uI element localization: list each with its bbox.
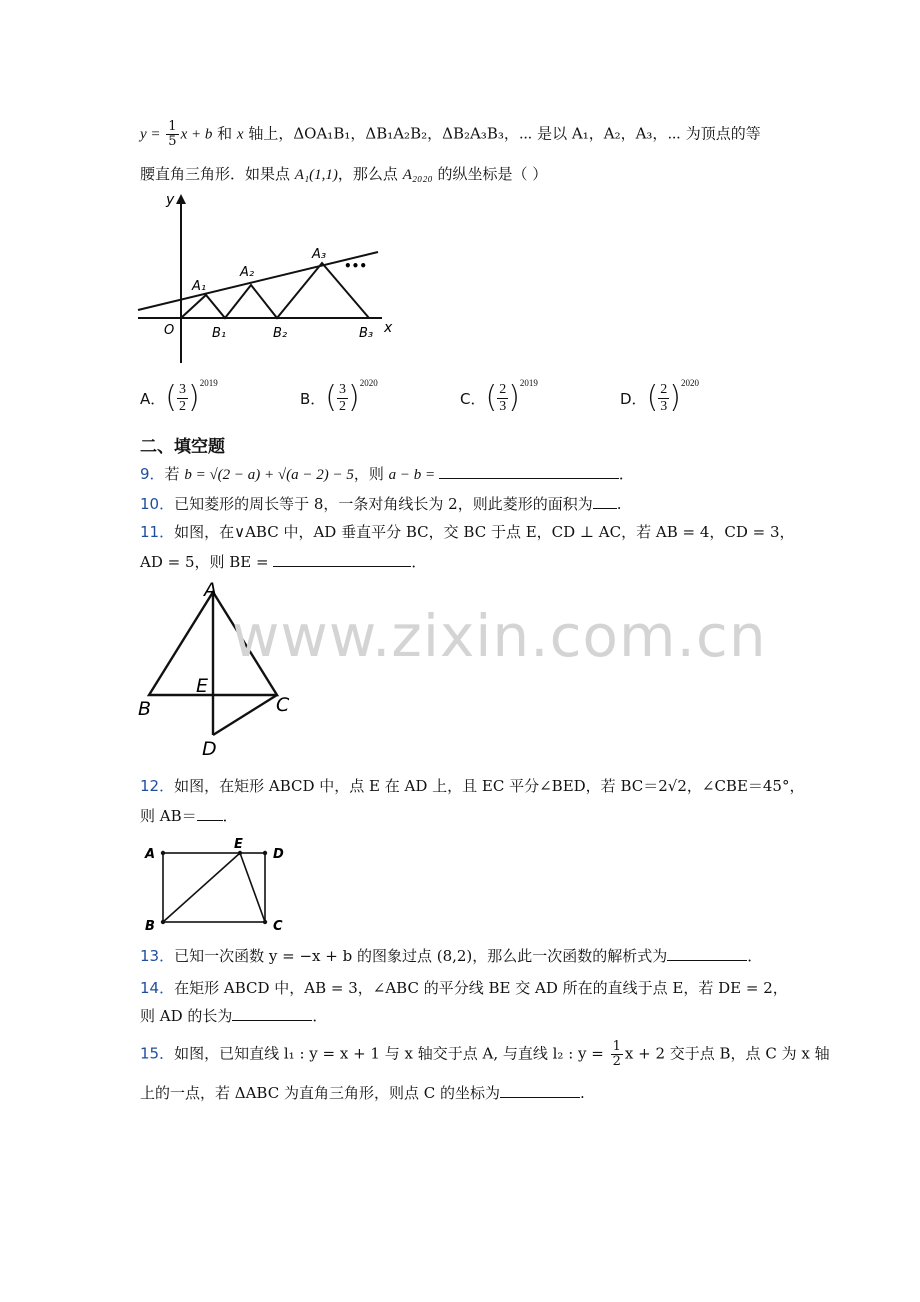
- question-9: 9．若 b = √(2 − a) + √(a − 2) − 5，则 a − b = ．: [140, 465, 634, 483]
- label-D: D: [202, 738, 217, 760]
- label-C: C: [273, 919, 283, 934]
- option-d[interactable]: D． ( 2 3 ) 2020: [620, 378, 699, 415]
- answer-blank[interactable]: [667, 946, 747, 961]
- question-12-line2: 则 AB＝ ．: [140, 807, 238, 825]
- label-C: C: [276, 694, 290, 716]
- label-B1: B₁: [212, 326, 227, 341]
- question-15-line1: 15．如图，已知直线 l₁ : y = x + 1 与 x 轴交于点 A, 与直线 l₂ : y = $\frac{1}{2}$ x + 2 交于点 B，点 C 为 x 轴: [140, 1039, 830, 1069]
- label-B: B: [145, 919, 155, 934]
- label-D: D: [273, 847, 284, 862]
- q8-line2: 腰直角三角形．如果点 A₁(1,1)，那么点 A₂₀₂₀ 的纵坐标是（ ）: [140, 165, 548, 183]
- answer-blank[interactable]: [197, 806, 223, 821]
- label-E: E: [234, 837, 243, 852]
- fraction: $\frac{1}{2}$: [612, 1039, 621, 1069]
- question-14-line1: 14．在矩形 ABCD 中，AB = 3，∠ABC 的平分线 BE 交 AD 所在的直线于点 E，若 DE = 2，: [140, 979, 788, 997]
- label-A: A: [204, 580, 217, 601]
- label-A2: A₂: [240, 265, 255, 280]
- option-a[interactable]: A． ( 3 2 ) 2019: [140, 378, 218, 415]
- question-10: 10．已知菱形的周长等于 8，一条对角线长为 2，则此菱形的面积为 .: [140, 495, 622, 513]
- y-axis-label: y: [166, 192, 175, 208]
- q8-line1: y = $\frac{1}{5}$ x + b 和 x 轴上，ΔOA₁B₁，ΔB₁A₂B₂，ΔB₂A₃B₃，⋯ 是以 A₁，A₂，A₃，⋯ 为顶点的等: [140, 119, 761, 149]
- option-b[interactable]: B． ( 3 2 ) 2020: [300, 378, 378, 415]
- watermark: www.zixin.com.cn: [232, 602, 767, 670]
- ellipsis-dots: •••: [344, 259, 368, 273]
- answer-blank[interactable]: [273, 552, 411, 567]
- origin-label: O: [164, 323, 175, 338]
- label-E: E: [196, 675, 209, 697]
- question-11-line2: AD = 5，则 BE = ．: [140, 553, 427, 571]
- answer-blank[interactable]: [593, 494, 617, 509]
- label-A: A: [145, 847, 156, 862]
- question-12-line1: 12．如图，在矩形 ABCD 中，点 E 在 AD 上，且 EC 平分∠BED，若 BC＝2√2，∠CBE＝45°，: [140, 777, 805, 795]
- answer-blank[interactable]: [232, 1006, 312, 1021]
- answer-blank[interactable]: [439, 464, 619, 479]
- question-11-line1: 11．如图，在∨ABC 中，AD 垂直平分 BC，交 BC 于点 E，CD ⊥ AC，若 AB = 4，CD = 3，: [140, 523, 795, 541]
- fraction: $\frac{1}{5}$: [168, 119, 177, 149]
- label-A3: A₃: [312, 247, 327, 262]
- question-14-line2: 则 AD 的长为 ．: [140, 1007, 328, 1025]
- answer-blank[interactable]: [500, 1083, 580, 1098]
- label-B2: B₂: [273, 326, 288, 341]
- question-13: 13．已知一次函数 y = −x + b 的图象过点 (8,2)，那么此一次函数的解析式为 ．: [140, 947, 763, 965]
- q12-figure: [140, 834, 300, 939]
- section-title: 二、填空题: [140, 437, 225, 457]
- label-B: B: [138, 698, 152, 720]
- question-15-line2: 上的一点，若 ΔABC 为直角三角形，则点 C 的坐标为 .: [140, 1084, 585, 1102]
- q8-figure: [130, 188, 400, 368]
- option-c[interactable]: C． ( 2 3 ) 2019: [460, 378, 538, 415]
- x-axis-label: x: [384, 320, 393, 336]
- label-B3: B₃: [359, 326, 374, 341]
- label-A1: A₁: [192, 279, 207, 294]
